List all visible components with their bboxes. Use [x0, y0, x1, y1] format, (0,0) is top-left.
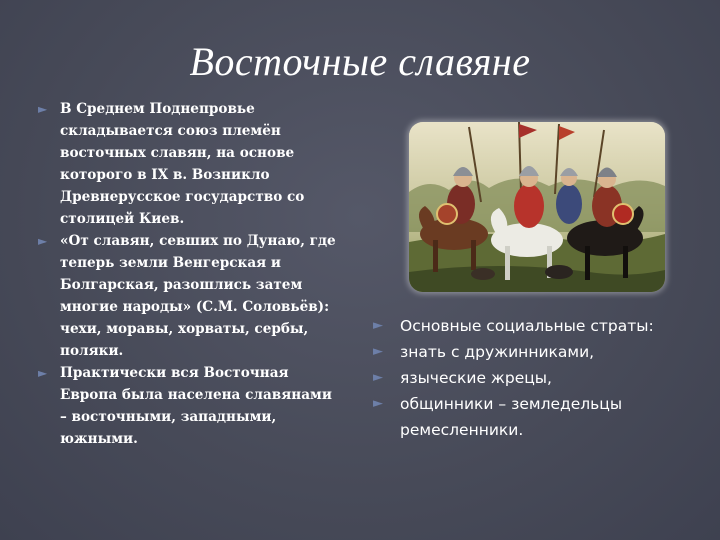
list-item	[38, 98, 343, 230]
list-item	[373, 365, 693, 391]
list-item-text: знать с дружинниками,	[400, 343, 595, 361]
list-item-text: общинники – земледельцы ремесленники.	[400, 395, 623, 439]
arrow-bullet-icon: ►	[38, 102, 48, 116]
list-item-text: Практически вся Восточная Европа была населена славянами – восточными, западными, южными.	[60, 365, 332, 447]
list-item-text: В Среднем Поднепровье складывается союз племён восточных славян, на основе которого в IX в. Возникло Древнерусское государство со столицей Киев.	[60, 101, 305, 227]
arrow-bullet-icon: ►	[38, 366, 48, 380]
slide-title: Восточные славяне	[189, 39, 531, 84]
list-item-text: Основные социальные страты:	[400, 317, 654, 335]
painting-slavic-warriors-icon	[409, 122, 665, 292]
list-item	[38, 362, 343, 450]
arrow-bullet-icon: ►	[373, 396, 383, 411]
list-item	[373, 313, 693, 339]
arrow-bullet-icon: ►	[38, 234, 48, 248]
list-item-text: «От славян, севших по Дунаю, где теперь земли Венгерская и Болгарская, разошлись затем многие народы» (С.М. Соловьёв): чехи, моравы, хорваты, сербы, поляки.	[60, 233, 336, 359]
list-item	[373, 339, 693, 365]
list-item-text: языческие жрецы,	[400, 369, 552, 387]
arrow-bullet-icon: ►	[373, 370, 383, 385]
painting-image	[409, 122, 665, 292]
arrow-bullet-icon: ►	[373, 344, 383, 359]
left-bullet-list	[38, 98, 343, 450]
list-item	[373, 391, 693, 443]
arrow-bullet-icon: ►	[373, 318, 383, 333]
list-item	[38, 230, 343, 362]
right-bullet-list	[373, 313, 693, 443]
